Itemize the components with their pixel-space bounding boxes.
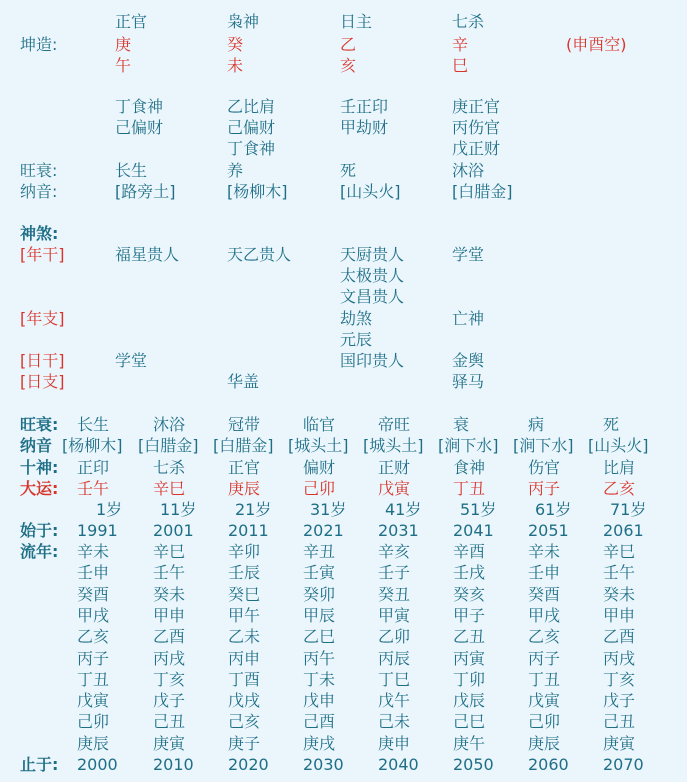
year-branch-label: [年支]: [20, 309, 65, 328]
dy-pillar: 辛巳: [153, 479, 186, 498]
dy-age: 1岁: [96, 500, 123, 519]
dy-shishen-value: 正印: [77, 458, 110, 477]
dy-start-year: 2051: [528, 521, 569, 540]
dy-liunian-item: 癸未: [153, 584, 186, 604]
day-stem-label: [日干]: [20, 351, 65, 370]
dy-liunian-item: 壬申: [528, 563, 561, 583]
dy-pillar: 丙子: [528, 479, 561, 498]
shensha-item: 福星贵人: [115, 245, 180, 264]
dy-liunian-item: 壬申: [77, 563, 110, 583]
dy-nayin-value: [涧下水]: [438, 436, 499, 455]
dy-pillar: 庚辰: [228, 479, 261, 498]
nayin-label: 纳音:: [20, 182, 58, 201]
nayin-value: [杨柳木]: [227, 182, 288, 201]
dy-liunian-item: 丙戌: [153, 648, 186, 668]
shensha-item: 劫煞: [340, 309, 373, 328]
dy-liunian-item: 癸酉: [528, 584, 561, 604]
dy-liunian-item: 丙辰: [378, 648, 411, 668]
dy-liunian-item: 丁亥: [603, 669, 636, 689]
shensha-item: 元辰: [340, 330, 373, 349]
dy-shishen-value: 正官: [228, 458, 261, 477]
dy-liunian-item: 庚辰: [528, 733, 561, 753]
dy-start-year: 2041: [453, 521, 494, 540]
nayin-value: [路旁土]: [115, 182, 176, 201]
dy-liunian-item: 丁丑: [528, 669, 561, 689]
wangshuai-value: 长生: [115, 161, 148, 180]
dy-liunian-item: 戊子: [153, 691, 186, 711]
dy-liunian-item: 己丑: [603, 712, 636, 732]
shensha-item: 国印贵人: [340, 351, 405, 370]
dy-wangshuai-value: 沐浴: [153, 415, 186, 434]
year-stem-label: [年干]: [20, 245, 65, 264]
ten-god-hour: 七杀: [452, 12, 485, 31]
dy-liunian-item: 丙子: [528, 648, 561, 668]
dy-end-year: 2060: [528, 755, 569, 774]
dy-liunian-item: 庚申: [378, 733, 411, 753]
void-branches: (申酉空): [566, 35, 627, 54]
dy-pillar: 乙亥: [603, 479, 636, 498]
shensha-item: 学堂: [452, 245, 485, 264]
dy-liunian-label: 流年:: [20, 542, 59, 561]
dy-liunian-item: 丁丑: [77, 669, 110, 689]
dy-liunian-item: 丁酉: [228, 669, 261, 689]
stem-hour: 辛: [452, 35, 469, 54]
dy-start-year: 1991: [77, 521, 118, 540]
dy-liunian-item: 戊子: [603, 691, 636, 711]
hidden-stem: 庚正官: [452, 97, 501, 116]
dy-liunian-item: 甲子: [453, 605, 486, 625]
dy-liunian-item: 庚子: [228, 733, 261, 753]
wangshuai-value: 死: [340, 161, 357, 180]
dy-liunian-item: 癸巳: [228, 584, 261, 604]
shensha-item: 学堂: [115, 351, 148, 370]
dy-start-year: 2011: [228, 521, 269, 540]
dy-liunian-item: 辛亥: [378, 542, 411, 561]
branch-year: 午: [115, 56, 132, 75]
dy-shishen-value: 比肩: [603, 458, 636, 477]
dy-age: 11岁: [160, 500, 197, 519]
dy-liunian-item: 丙午: [303, 648, 336, 668]
dy-liunian-item: 庚戌: [303, 733, 336, 753]
dy-liunian-item: 壬午: [153, 563, 186, 583]
dy-start-year: 2001: [153, 521, 194, 540]
shensha-item: 驿马: [452, 372, 485, 391]
dy-age: 41岁: [385, 500, 422, 519]
dy-shishen-value: 正财: [378, 458, 411, 477]
dy-end-year: 2070: [603, 755, 644, 774]
dy-liunian-item: 辛未: [528, 542, 561, 561]
shensha-item: 亡神: [452, 309, 485, 328]
dy-liunian-item: 甲戌: [528, 605, 561, 625]
dy-start-year: 2021: [303, 521, 344, 540]
hidden-stem: 乙比肩: [227, 97, 276, 116]
wangshuai-value: 沐浴: [452, 161, 485, 180]
dy-nayin-value: [城头土]: [363, 436, 424, 455]
hidden-stem: 己偏财: [227, 118, 276, 137]
nayin-value: [白腊金]: [452, 182, 513, 201]
dy-liunian-item: 辛未: [77, 542, 110, 561]
dy-wangshuai-value: 冠带: [228, 415, 261, 434]
dy-age: 51岁: [460, 500, 497, 519]
dy-nayin-value: [杨柳木]: [62, 436, 123, 455]
dy-liunian-item: 丁亥: [153, 669, 186, 689]
dy-liunian-item: 甲寅: [378, 605, 411, 625]
dy-liunian-item: 丁卯: [453, 669, 486, 689]
dy-nayin-value: [山头火]: [588, 436, 649, 455]
dy-liunian-item: 癸未: [603, 584, 636, 604]
dy-liunian-item: 戊辰: [453, 691, 486, 711]
dy-liunian-item: 癸酉: [77, 584, 110, 604]
dy-liunian-item: 甲戌: [77, 605, 110, 625]
shensha-title: 神煞:: [20, 224, 59, 243]
dy-liunian-item: 己亥: [228, 712, 261, 732]
dy-liunian-item: 丙子: [77, 648, 110, 668]
dy-shishen-value: 伤官: [528, 458, 561, 477]
dy-liunian-item: 壬子: [378, 563, 411, 583]
dy-shishen-label: 十神:: [20, 458, 59, 477]
dy-liunian-item: 乙酉: [603, 627, 636, 647]
dy-liunian-item: 己丑: [153, 712, 186, 732]
dy-liunian-item: 辛巳: [603, 542, 636, 561]
dy-nayin-value: [涧下水]: [513, 436, 574, 455]
dy-liunian-item: 甲辰: [303, 605, 336, 625]
dy-liunian-item: 庚辰: [77, 733, 110, 753]
dy-wangshuai-value: 帝旺: [378, 415, 411, 434]
dy-start-year: 2061: [603, 521, 644, 540]
dy-pillar: 戊寅: [378, 479, 411, 498]
stem-month: 癸: [227, 35, 244, 54]
dy-wangshuai-value: 死: [603, 415, 620, 434]
dy-liunian-item: 戊申: [303, 691, 336, 711]
dy-wangshuai-value: 病: [528, 415, 545, 434]
dy-start-year: 2031: [378, 521, 419, 540]
dy-liunian-item: 壬辰: [228, 563, 261, 583]
dy-liunian-item: 己卯: [77, 712, 110, 732]
hidden-stem: 戊正财: [452, 139, 501, 158]
dy-shishen-value: 偏财: [303, 458, 336, 477]
dy-liunian-item: 乙丑: [453, 627, 486, 647]
dy-liunian-item: 辛丑: [303, 542, 336, 561]
dy-liunian-item: 壬午: [603, 563, 636, 583]
dy-liunian-item: 己酉: [303, 712, 336, 732]
dy-end-year: 2050: [453, 755, 494, 774]
dy-liunian-item: 甲申: [603, 605, 636, 625]
dy-liunian-item: 乙亥: [77, 627, 110, 647]
dy-liunian-item: 戊午: [378, 691, 411, 711]
dy-age: 31岁: [310, 500, 347, 519]
dy-end-year: 2010: [153, 755, 194, 774]
dy-liunian-item: 乙亥: [528, 627, 561, 647]
dy-liunian-item: 癸丑: [378, 584, 411, 604]
dy-liunian-item: 丙寅: [453, 648, 486, 668]
dy-end-year: 2040: [378, 755, 419, 774]
dy-wangshuai-value: 长生: [77, 415, 110, 434]
dy-liunian-item: 乙巳: [303, 627, 336, 647]
wangshuai-value: 养: [227, 161, 244, 180]
dy-end-label: 止于:: [20, 755, 59, 774]
stem-day: 乙: [340, 35, 357, 54]
dy-age: 61岁: [535, 500, 572, 519]
dy-nayin-value: [白腊金]: [138, 436, 199, 455]
dy-liunian-item: 丁未: [303, 669, 336, 689]
dy-liunian-item: 甲午: [228, 605, 261, 625]
hidden-stem: 己偏财: [115, 118, 164, 137]
dy-liunian-item: 庚寅: [603, 733, 636, 753]
shensha-item: 华盖: [227, 372, 260, 391]
hidden-stem: 丙伤官: [452, 118, 501, 137]
dy-pillar: 己卯: [303, 479, 336, 498]
shensha-item: 太极贵人: [340, 266, 405, 285]
hidden-stem: 丁食神: [115, 97, 164, 116]
dy-liunian-item: 壬戌: [453, 563, 486, 583]
dy-dayun-label: 大运:: [20, 479, 59, 498]
ten-god-year: 正官: [115, 12, 148, 31]
hidden-stem: 甲劫财: [340, 118, 389, 137]
dy-end-year: 2030: [303, 755, 344, 774]
dy-nayin-value: [白腊金]: [213, 436, 274, 455]
dy-pillar: 壬午: [77, 479, 110, 498]
dy-pillar: 丁丑: [453, 479, 486, 498]
dy-liunian-item: 己未: [378, 712, 411, 732]
dy-liunian-item: 乙卯: [378, 627, 411, 647]
dy-liunian-item: 乙酉: [153, 627, 186, 647]
dy-shishen-value: 食神: [453, 458, 486, 477]
dy-liunian-item: 壬寅: [303, 563, 336, 583]
kunzao-label: 坤造:: [20, 35, 58, 54]
dy-liunian-item: 乙未: [228, 627, 261, 647]
dy-end-year: 2020: [228, 755, 269, 774]
day-branch-label: [日支]: [20, 372, 65, 391]
dy-wangshuai-label: 旺衰:: [20, 415, 59, 434]
dy-wangshuai-value: 临官: [303, 415, 336, 434]
dy-liunian-item: 己巳: [453, 712, 486, 732]
dy-liunian-item: 癸卯: [303, 584, 336, 604]
dy-liunian-item: 丙戌: [603, 648, 636, 668]
shensha-item: 金舆: [452, 351, 485, 370]
branch-hour: 巳: [452, 56, 469, 75]
stem-year: 庚: [115, 35, 132, 54]
dy-wangshuai-value: 衰: [453, 415, 470, 434]
branch-month: 未: [227, 56, 244, 75]
shensha-item: 文昌贵人: [340, 287, 405, 306]
ten-god-day: 日主: [340, 12, 373, 31]
shensha-item: 天乙贵人: [227, 245, 292, 264]
dy-liunian-item: 戊寅: [77, 691, 110, 711]
hidden-stem: 壬正印: [340, 97, 389, 116]
dy-liunian-item: 癸亥: [453, 584, 486, 604]
dy-nayin-value: [城头土]: [288, 436, 349, 455]
dy-liunian-item: 丙申: [228, 648, 261, 668]
dy-liunian-item: 丁巳: [378, 669, 411, 689]
hidden-stem: 丁食神: [227, 139, 276, 158]
wangshuai-label: 旺衰:: [20, 161, 58, 180]
dy-liunian-item: 戊寅: [528, 691, 561, 711]
ten-god-month: 枭神: [227, 12, 260, 31]
dy-liunian-item: 庚寅: [153, 733, 186, 753]
dy-nayin-label: 纳音: [20, 436, 53, 455]
nayin-value: [山头火]: [340, 182, 401, 201]
branch-day: 亥: [340, 56, 357, 75]
dy-liunian-item: 辛巳: [153, 542, 186, 561]
dy-liunian-item: 辛卯: [228, 542, 261, 561]
dy-start-label: 始于:: [20, 521, 59, 540]
dy-liunian-item: 甲申: [153, 605, 186, 625]
dy-liunian-item: 己卯: [528, 712, 561, 732]
dy-liunian-item: 戊戌: [228, 691, 261, 711]
dy-liunian-item: 辛酉: [453, 542, 486, 561]
dy-age: 71岁: [610, 500, 647, 519]
dy-end-year: 2000: [77, 755, 118, 774]
dy-age: 21岁: [235, 500, 272, 519]
dy-liunian-item: 庚午: [453, 733, 486, 753]
shensha-item: 天厨贵人: [340, 245, 405, 264]
dy-shishen-value: 七杀: [153, 458, 186, 477]
